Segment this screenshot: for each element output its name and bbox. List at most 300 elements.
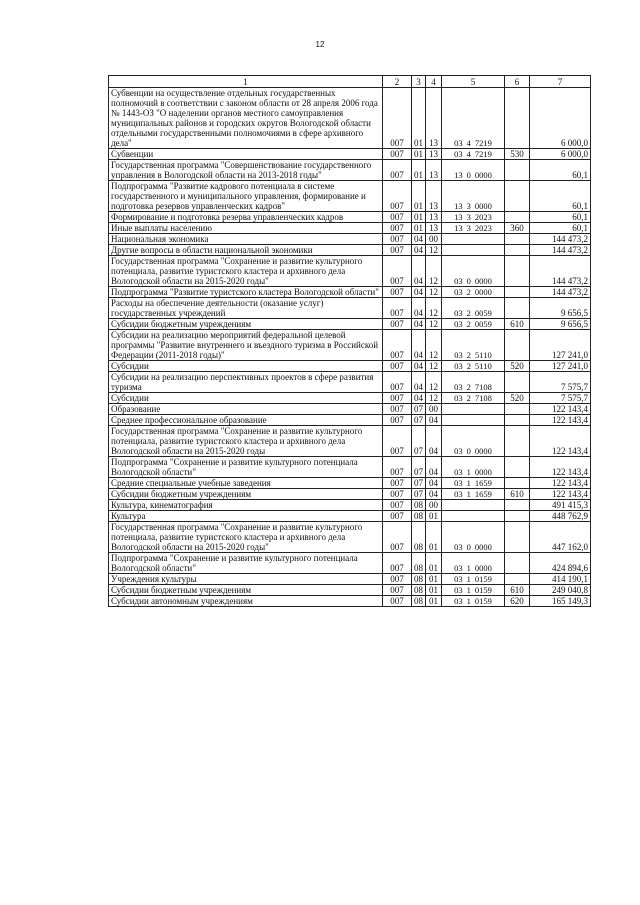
- table-row: [109, 553, 591, 574]
- target-article-part: 03: [454, 361, 463, 371]
- table-row: [109, 585, 591, 596]
- amount-cell: 127 241,0: [530, 330, 591, 361]
- target-article-cell: [442, 319, 505, 330]
- subsection-code-cell: 01: [426, 585, 442, 596]
- target-article-part: 7219: [474, 138, 492, 148]
- subsection-code-cell: 12: [426, 393, 442, 404]
- table-row: [109, 245, 591, 256]
- target-article-part: 0000: [474, 446, 492, 456]
- target-article-part: 2: [466, 382, 471, 392]
- ved-code-cell: 007: [383, 361, 412, 372]
- target-article-cell: [442, 160, 505, 181]
- row-name-cell: Субсидии: [109, 393, 383, 404]
- ved-code-cell: 007: [383, 415, 412, 426]
- target-article-part: 0000: [474, 287, 492, 297]
- section-code-cell: 07: [412, 457, 426, 478]
- target-article-part: 03: [454, 382, 463, 392]
- table-row: [109, 287, 591, 298]
- amount-cell: 122 143,4: [530, 478, 591, 489]
- amount-cell: 447 162,0: [530, 522, 591, 553]
- target-article-part: 03: [454, 467, 463, 477]
- amount-cell: 144 473,2: [530, 234, 591, 245]
- expense-type-cell: 610: [505, 319, 530, 330]
- section-code-cell: 04: [412, 298, 426, 319]
- expense-type-cell: [505, 234, 530, 245]
- table-row: [109, 404, 591, 415]
- row-name-cell: Подпрограмма "Развитие туристского кластера Вологодской области": [109, 287, 383, 298]
- target-article-part: 2023: [474, 223, 492, 233]
- target-article-part: 0: [466, 276, 471, 286]
- column-header: 4: [426, 76, 442, 88]
- expense-type-cell: [505, 574, 530, 585]
- amount-cell: 122 143,4: [530, 404, 591, 415]
- target-article-part: 1: [466, 489, 471, 499]
- row-name-cell: Субсидии: [109, 361, 383, 372]
- target-article-part: 03: [454, 574, 463, 584]
- target-article-cell: [442, 478, 505, 489]
- section-code-cell: 01: [412, 212, 426, 223]
- subsection-code-cell: 12: [426, 287, 442, 298]
- ved-code-cell: 007: [383, 511, 412, 522]
- ved-code-cell: 007: [383, 319, 412, 330]
- table-row: [109, 596, 591, 607]
- target-article-cell: [442, 522, 505, 553]
- target-article-part: 03: [454, 563, 463, 573]
- expense-type-cell: [505, 553, 530, 574]
- amount-cell: 414 190,1: [530, 574, 591, 585]
- row-name-cell: Субсидии бюджетным учреждениям: [109, 319, 383, 330]
- ved-code-cell: 007: [383, 149, 412, 160]
- target-article-part: 7108: [474, 382, 492, 392]
- target-article-cell: [442, 181, 505, 212]
- target-article-part: 1: [466, 467, 471, 477]
- target-article-part: 3: [466, 201, 471, 211]
- target-article-part: 03: [454, 350, 463, 360]
- amount-cell: 127 241,0: [530, 361, 591, 372]
- target-article-part: 0059: [474, 308, 492, 318]
- ved-code-cell: 007: [383, 522, 412, 553]
- row-name-cell: Субсидии бюджетным учреждениям: [109, 489, 383, 500]
- amount-cell: 448 762,9: [530, 511, 591, 522]
- subsection-code-cell: 13: [426, 88, 442, 149]
- target-article-cell: [442, 298, 505, 319]
- table-row: [109, 361, 591, 372]
- target-article-part: 03: [454, 489, 463, 499]
- subsection-code-cell: 12: [426, 361, 442, 372]
- amount-cell: 60,1: [530, 181, 591, 212]
- ved-code-cell: 007: [383, 372, 412, 393]
- table-row: [109, 256, 591, 287]
- table-row: [109, 522, 591, 553]
- target-article-part: 1: [466, 574, 471, 584]
- ved-code-cell: 007: [383, 160, 412, 181]
- section-code-cell: 07: [412, 489, 426, 500]
- target-article-part: 2: [466, 350, 472, 360]
- table-row: [109, 500, 591, 511]
- subsection-code-cell: 13: [426, 223, 442, 234]
- target-article-part: 03: [454, 542, 463, 552]
- ved-code-cell: 007: [383, 500, 412, 511]
- target-article-cell: [442, 245, 505, 256]
- subsection-code-cell: 04: [426, 457, 442, 478]
- target-article-part: 03: [454, 276, 463, 286]
- subsection-code-cell: 13: [426, 212, 442, 223]
- expense-type-cell: 360: [505, 223, 530, 234]
- subsection-code-cell: 13: [426, 181, 442, 212]
- subsection-code-cell: 12: [426, 330, 442, 361]
- column-header: 7: [530, 76, 591, 88]
- column-header: 3: [412, 76, 426, 88]
- row-name-cell: Подпрограмма "Сохранение и развитие культурного потенциала Вологодской области": [109, 553, 383, 574]
- table-row: [109, 319, 591, 330]
- section-code-cell: 01: [412, 181, 426, 212]
- subsection-code-cell: 01: [426, 511, 442, 522]
- target-article-part: 2: [466, 393, 471, 403]
- row-name-cell: Субвенции на осуществление отдельных государственных полномочий в соответствии с законом области от 28 апреля 2006 года № 1443-ОЗ "О наделении органов местного самоуправления муниципальных районов и городских округов Вологодской области отдельными государственными полномочиями в сфере архивного дела": [109, 88, 383, 149]
- target-article-part: 03: [454, 446, 463, 456]
- ved-code-cell: 007: [383, 298, 412, 319]
- section-code-cell: 01: [412, 149, 426, 160]
- column-header: 2: [383, 76, 412, 88]
- amount-cell: 6 000,0: [530, 149, 591, 160]
- table-row: [109, 298, 591, 319]
- ved-code-cell: 007: [383, 287, 412, 298]
- target-article-part: 0159: [474, 574, 492, 584]
- ved-code-cell: 007: [383, 181, 412, 212]
- section-code-cell: 04: [412, 319, 426, 330]
- table-row: [109, 457, 591, 478]
- target-article-part: 7219: [474, 149, 492, 159]
- expense-type-cell: 520: [505, 361, 530, 372]
- target-article-cell: [442, 489, 505, 500]
- subsection-code-cell: 00: [426, 234, 442, 245]
- subsection-code-cell: 12: [426, 298, 442, 319]
- row-name-cell: Подпрограмма "Развитие кадрового потенциала в системе государственного и муниципального управления, формирование и подготовка резервов управленческих кадров": [109, 181, 383, 212]
- subsection-code-cell: 12: [426, 372, 442, 393]
- section-code-cell: 08: [412, 574, 426, 585]
- ved-code-cell: 007: [383, 574, 412, 585]
- target-article-part: 2023: [474, 212, 492, 222]
- target-article-cell: [442, 553, 505, 574]
- expense-type-cell: [505, 256, 530, 287]
- table-row: [109, 88, 591, 149]
- subsection-code-cell: 01: [426, 553, 442, 574]
- ved-code-cell: 007: [383, 478, 412, 489]
- section-code-cell: 04: [412, 245, 426, 256]
- section-code-cell: 01: [412, 160, 426, 181]
- ved-code-cell: 007: [383, 393, 412, 404]
- target-article-cell: [442, 393, 505, 404]
- table-row: [109, 212, 591, 223]
- section-code-cell: 04: [412, 393, 426, 404]
- subsection-code-cell: 01: [426, 596, 442, 607]
- expense-type-cell: [505, 522, 530, 553]
- amount-cell: 165 149,3: [530, 596, 591, 607]
- amount-cell: 144 473,2: [530, 245, 591, 256]
- amount-cell: 60,1: [530, 223, 591, 234]
- target-article-cell: [442, 287, 505, 298]
- section-code-cell: 04: [412, 256, 426, 287]
- target-article-part: 03: [454, 287, 463, 297]
- amount-cell: 122 143,4: [530, 415, 591, 426]
- target-article-part: 13: [454, 212, 463, 222]
- target-article-part: 0: [466, 542, 471, 552]
- expense-type-cell: 530: [505, 149, 530, 160]
- column-header: 5: [442, 76, 505, 88]
- target-article-part: 03: [454, 138, 463, 148]
- section-code-cell: 04: [412, 372, 426, 393]
- expense-type-cell: [505, 500, 530, 511]
- target-article-cell: [442, 415, 505, 426]
- subsection-code-cell: 04: [426, 478, 442, 489]
- table-row: [109, 149, 591, 160]
- ved-code-cell: 007: [383, 596, 412, 607]
- row-name-cell: Формирование и подготовка резерва управленческих кадров: [109, 212, 383, 223]
- subsection-code-cell: 13: [426, 149, 442, 160]
- expense-type-cell: [505, 245, 530, 256]
- target-article-part: 2: [466, 361, 472, 371]
- ved-code-cell: 007: [383, 245, 412, 256]
- table-row: [109, 393, 591, 404]
- ved-code-cell: 007: [383, 489, 412, 500]
- table-row: [109, 489, 591, 500]
- target-article-part: 5110: [475, 350, 492, 360]
- target-article-part: 0059: [474, 319, 492, 329]
- expense-type-cell: [505, 330, 530, 361]
- table-row: [109, 223, 591, 234]
- table-row: [109, 511, 591, 522]
- target-article-cell: [442, 574, 505, 585]
- target-article-part: 1: [466, 596, 471, 606]
- target-article-part: 0000: [474, 563, 492, 573]
- section-code-cell: 08: [412, 511, 426, 522]
- subsection-code-cell: 01: [426, 574, 442, 585]
- ved-code-cell: 007: [383, 404, 412, 415]
- table-row: [109, 478, 591, 489]
- expense-type-cell: 620: [505, 596, 530, 607]
- expense-type-cell: 610: [505, 489, 530, 500]
- target-article-cell: [442, 404, 505, 415]
- row-name-cell: Образование: [109, 404, 383, 415]
- ved-code-cell: 007: [383, 585, 412, 596]
- section-code-cell: 08: [412, 500, 426, 511]
- section-code-cell: 08: [412, 585, 426, 596]
- section-code-cell: 04: [412, 361, 426, 372]
- target-article-part: 0000: [474, 467, 492, 477]
- section-code-cell: 07: [412, 415, 426, 426]
- target-article-cell: [442, 457, 505, 478]
- amount-cell: 144 473,2: [530, 287, 591, 298]
- row-name-cell: Культура, кинематография: [109, 500, 383, 511]
- target-article-part: 2: [466, 287, 471, 297]
- row-name-cell: Государственная программа "Совершенствование государственного управления в Вологодской области на 2013-2018 годы": [109, 160, 383, 181]
- ved-code-cell: 007: [383, 457, 412, 478]
- target-article-part: 1659: [474, 478, 492, 488]
- row-name-cell: Подпрограмма "Сохранение и развитие культурного потенциала Вологодской области": [109, 457, 383, 478]
- row-name-cell: Культура: [109, 511, 383, 522]
- target-article-cell: [442, 223, 505, 234]
- target-article-cell: [442, 500, 505, 511]
- subsection-code-cell: 12: [426, 245, 442, 256]
- table-row: [109, 160, 591, 181]
- target-article-cell: [442, 361, 505, 372]
- row-name-cell: Субвенции: [109, 149, 383, 160]
- target-article-part: 0159: [474, 585, 492, 595]
- expense-type-cell: [505, 457, 530, 478]
- target-article-cell: [442, 330, 505, 361]
- target-article-part: 03: [454, 308, 463, 318]
- target-article-part: 3: [466, 212, 471, 222]
- expense-type-cell: [505, 298, 530, 319]
- section-code-cell: 07: [412, 404, 426, 415]
- target-article-part: 2: [466, 319, 471, 329]
- target-article-part: 03: [454, 478, 463, 488]
- target-article-part: 13: [454, 201, 463, 211]
- budget-table: [108, 75, 591, 607]
- target-article-part: 03: [454, 585, 463, 595]
- subsection-code-cell: 01: [426, 522, 442, 553]
- header-row: [109, 76, 591, 88]
- row-name-cell: Государственная программа "Сохранение и развитие культурного потенциала, развитие туристского кластера и архивного дела Вологодской области на 2015-2020 годы: [109, 426, 383, 457]
- expense-type-cell: [505, 478, 530, 489]
- ved-code-cell: 007: [383, 212, 412, 223]
- target-article-part: 1: [466, 478, 471, 488]
- row-name-cell: Субсидии автономным учреждениям: [109, 596, 383, 607]
- amount-cell: 9 656,5: [530, 298, 591, 319]
- column-header: 1: [109, 76, 383, 88]
- amount-cell: 424 894,6: [530, 553, 591, 574]
- row-name-cell: Субсидии на реализацию мероприятий федеральной целевой программы "Развитие внутреннего и въездного туризма в Российской Федерации (2011-2018 годы)": [109, 330, 383, 361]
- table-row: [109, 372, 591, 393]
- ved-code-cell: 007: [383, 426, 412, 457]
- subsection-code-cell: 04: [426, 489, 442, 500]
- row-name-cell: Субсидии на реализацию перспективных проектов в сфере развития туризма: [109, 372, 383, 393]
- expense-type-cell: [505, 287, 530, 298]
- target-article-part: 03: [454, 149, 463, 159]
- amount-cell: 7 575,7: [530, 393, 591, 404]
- subsection-code-cell: 00: [426, 404, 442, 415]
- target-article-part: 0159: [474, 596, 492, 606]
- target-article-cell: [442, 149, 505, 160]
- table-row: [109, 181, 591, 212]
- row-name-cell: Государственная программа "Сохранение и развитие культурного потенциала, развитие туристского кластера и архивного дела Вологодской области на 2015-2020 годы": [109, 256, 383, 287]
- row-name-cell: Учреждения культуры: [109, 574, 383, 585]
- target-article-cell: [442, 256, 505, 287]
- target-article-cell: [442, 234, 505, 245]
- table-row: [109, 426, 591, 457]
- ved-code-cell: 007: [383, 256, 412, 287]
- row-name-cell: Другие вопросы в области национальной экономики: [109, 245, 383, 256]
- subsection-code-cell: 13: [426, 160, 442, 181]
- target-article-part: 3: [466, 223, 471, 233]
- subsection-code-cell: 12: [426, 319, 442, 330]
- amount-cell: 60,1: [530, 160, 591, 181]
- target-article-part: 0: [466, 446, 471, 456]
- target-article-cell: [442, 88, 505, 149]
- row-name-cell: Среднее профессиональное образование: [109, 415, 383, 426]
- amount-cell: 122 143,4: [530, 489, 591, 500]
- table-row: [109, 234, 591, 245]
- expense-type-cell: [505, 426, 530, 457]
- row-name-cell: Расходы на обеспечение деятельности (оказание услуг) государственных учреждений: [109, 298, 383, 319]
- target-article-part: 1: [466, 563, 471, 573]
- target-article-part: 0000: [474, 276, 492, 286]
- expense-type-cell: [505, 415, 530, 426]
- expense-type-cell: [505, 404, 530, 415]
- target-article-part: 03: [454, 393, 463, 403]
- expense-type-cell: 520: [505, 393, 530, 404]
- subsection-code-cell: 04: [426, 426, 442, 457]
- target-article-part: 4: [466, 149, 471, 159]
- target-article-part: 4: [466, 138, 471, 148]
- row-name-cell: Государственная программа "Сохранение и развитие культурного потенциала, развитие туристского кластера и архивного дела Вологодской области на 2015-2020 годы": [109, 522, 383, 553]
- target-article-part: 1659: [474, 489, 492, 499]
- row-name-cell: Иные выплаты населению: [109, 223, 383, 234]
- target-article-part: 13: [454, 170, 463, 180]
- table-row: [109, 415, 591, 426]
- target-article-part: 0000: [474, 201, 492, 211]
- row-name-cell: Субсидии бюджетным учреждениям: [109, 585, 383, 596]
- target-article-cell: [442, 596, 505, 607]
- target-article-part: 5110: [475, 361, 492, 371]
- section-code-cell: 04: [412, 234, 426, 245]
- ved-code-cell: 007: [383, 553, 412, 574]
- amount-cell: 60,1: [530, 212, 591, 223]
- target-article-part: 1: [466, 585, 471, 595]
- table-row: [109, 574, 591, 585]
- section-code-cell: 07: [412, 478, 426, 489]
- expense-type-cell: [505, 160, 530, 181]
- section-code-cell: 01: [412, 223, 426, 234]
- target-article-cell: [442, 426, 505, 457]
- target-article-cell: [442, 585, 505, 596]
- amount-cell: 6 000,0: [530, 88, 591, 149]
- ved-code-cell: 007: [383, 223, 412, 234]
- column-header: 6: [505, 76, 530, 88]
- target-article-part: 0000: [474, 170, 492, 180]
- target-article-part: 0: [466, 170, 471, 180]
- section-code-cell: 01: [412, 88, 426, 149]
- target-article-part: 7108: [474, 393, 492, 403]
- page-number: 12: [315, 40, 325, 49]
- target-article-cell: [442, 212, 505, 223]
- target-article-part: 03: [454, 319, 463, 329]
- ved-code-cell: 007: [383, 88, 412, 149]
- expense-type-cell: [505, 181, 530, 212]
- section-code-cell: 08: [412, 553, 426, 574]
- subsection-code-cell: 04: [426, 415, 442, 426]
- table-row: [109, 330, 591, 361]
- target-article-cell: [442, 372, 505, 393]
- amount-cell: 249 040,8: [530, 585, 591, 596]
- subsection-code-cell: 00: [426, 500, 442, 511]
- target-article-part: 13: [454, 223, 463, 233]
- section-code-cell: 04: [412, 330, 426, 361]
- target-article-part: 03: [454, 596, 463, 606]
- subsection-code-cell: 12: [426, 256, 442, 287]
- section-code-cell: 08: [412, 596, 426, 607]
- amount-cell: 122 143,4: [530, 457, 591, 478]
- target-article-part: 2: [466, 308, 471, 318]
- target-article-cell: [442, 511, 505, 522]
- ved-code-cell: 007: [383, 234, 412, 245]
- expense-type-cell: [505, 511, 530, 522]
- amount-cell: 144 473,2: [530, 256, 591, 287]
- expense-type-cell: [505, 212, 530, 223]
- amount-cell: 9 656,5: [530, 319, 591, 330]
- expense-type-cell: [505, 88, 530, 149]
- ved-code-cell: 007: [383, 330, 412, 361]
